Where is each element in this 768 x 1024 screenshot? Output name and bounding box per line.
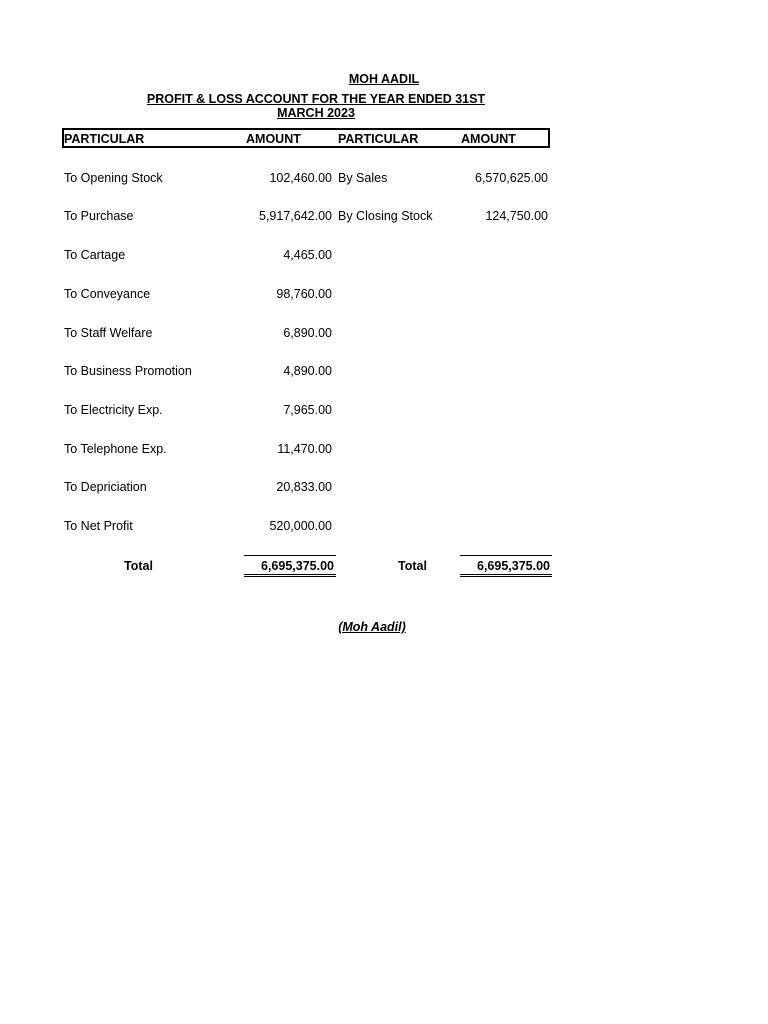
debit-amount: 520,000.00 [269,519,332,533]
debit-particular: To Conveyance [64,287,151,301]
total-label-left: Total [124,559,153,573]
debit-amount: 7,965.00 [283,403,332,417]
table-row [0,480,768,500]
debit-particular: To Purchase [64,209,134,223]
column-header-particular-right: PARTICULAR [338,132,419,146]
table-row [0,171,768,191]
company-name: MOH AADIL [348,72,420,86]
table-row [0,248,768,268]
debit-amount: 4,890.00 [283,364,332,378]
table-row [0,364,768,384]
table-row [0,519,768,539]
total-amount-left: 6,695,375.00 [244,555,336,577]
debit-particular: To Business Promotion [64,364,192,378]
debit-amount: 5,917,642.00 [259,209,332,223]
debit-particular: To Net Profit [64,519,133,533]
debit-particular: To Depriciation [64,480,147,494]
table-row [0,442,768,462]
column-header-amount-right: AMOUNT [461,132,516,146]
statement-title: PROFIT & LOSS ACCOUNT FOR THE YEAR ENDED 31ST MARCH 2023 [146,92,486,120]
signature: (Moh Aadil) [338,620,406,634]
debit-particular: To Telephone Exp. [64,442,167,456]
total-label-right: Total [398,559,427,573]
debit-amount: 4,465.00 [283,248,332,262]
credit-amount: 124,750.00 [485,209,548,223]
table-row [0,287,768,307]
debit-particular: To Opening Stock [64,171,163,185]
debit-particular: To Electricity Exp. [64,403,163,417]
table-row [0,209,768,229]
total-amount-right: 6,695,375.00 [460,555,552,577]
credit-amount: 6,570,625.00 [475,171,548,185]
debit-particular: To Cartage [64,248,126,262]
debit-particular: To Staff Welfare [64,326,153,340]
table-row [0,326,768,346]
debit-amount: 98,760.00 [276,287,332,301]
column-header-amount-left: AMOUNT [246,132,301,146]
debit-amount: 20,833.00 [276,480,332,494]
credit-particular: By Sales [338,171,388,185]
column-header-particular-left: PARTICULAR [64,132,145,146]
credit-particular: By Closing Stock [338,209,433,223]
debit-amount: 11,470.00 [277,442,332,456]
debit-amount: 102,460.00 [269,171,332,185]
debit-amount: 6,890.00 [283,326,332,340]
table-row [0,403,768,423]
